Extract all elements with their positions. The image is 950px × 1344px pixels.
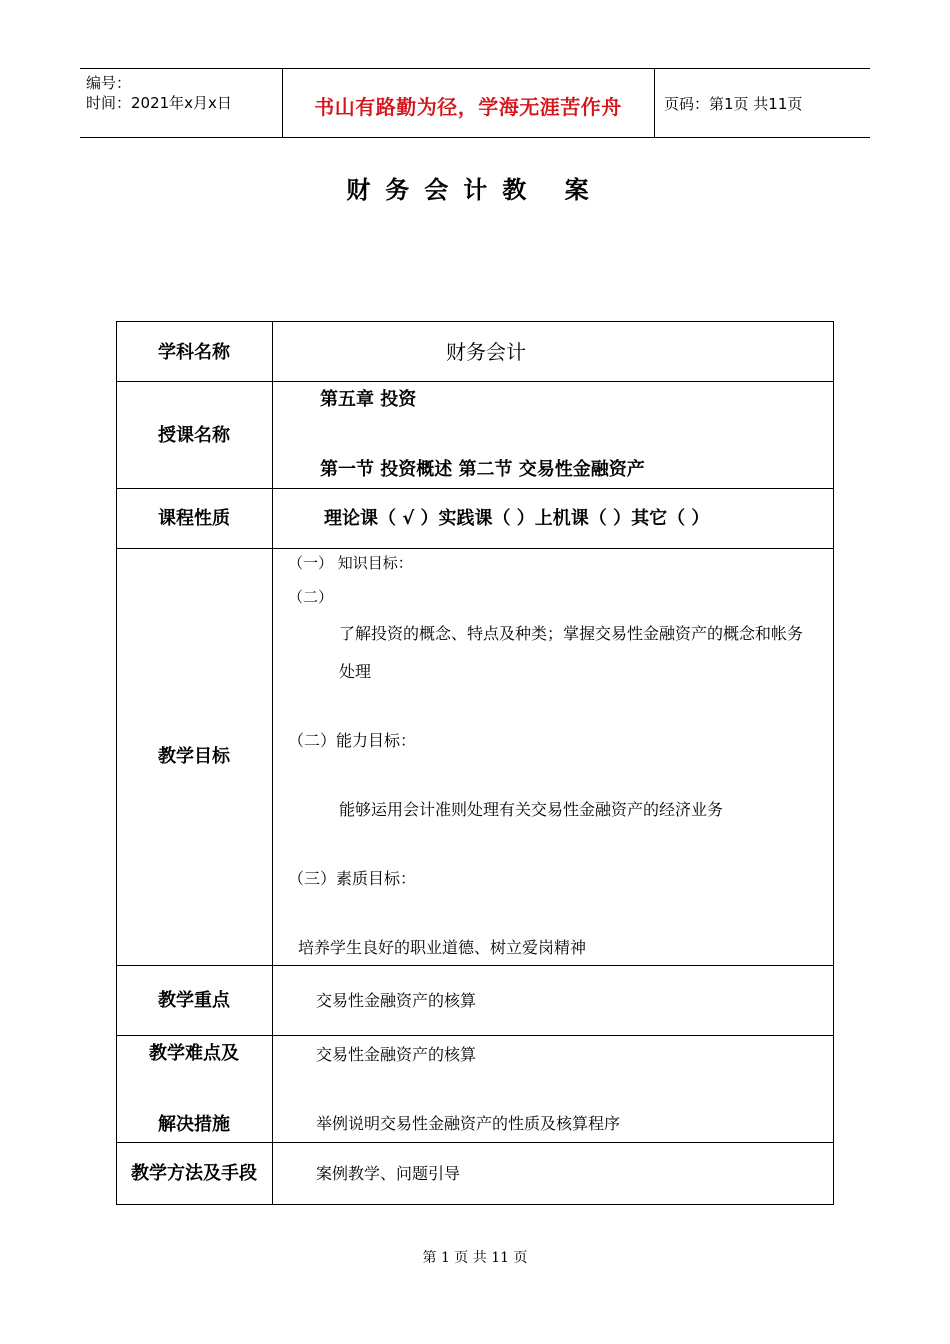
goals-line: 能够运用会计准则处理有关交易性金融资产的经济业务 xyxy=(339,800,724,819)
lesson-plan-table xyxy=(116,321,834,1205)
difficulty-label: 教学难点及 xyxy=(149,1043,239,1064)
row-divider xyxy=(116,965,834,966)
header-divider-right xyxy=(654,69,655,137)
goals-line: （三）素质目标： xyxy=(288,869,417,888)
row-divider xyxy=(116,488,834,489)
time-line: 时间：2021年x月x日 xyxy=(86,94,232,112)
table-border-right xyxy=(833,321,834,1205)
row-divider xyxy=(116,1142,834,1143)
header-page-info: 页码：第1页 共11页 xyxy=(664,95,803,113)
nature-value: 理论课（ √ ）实践课（ ）上机课（ ）其它（ ） xyxy=(324,508,710,529)
method-value: 案例教学、问题引导 xyxy=(316,1164,461,1183)
table-border-top xyxy=(116,321,834,322)
subject-value: 财务会计 xyxy=(446,340,526,364)
difficulty-label-2: 解决措施 xyxy=(158,1114,230,1135)
goals-line: 了解投资的概念、特点及种类；掌握交易性金融资产的概念和帐务 xyxy=(339,624,804,643)
row-divider xyxy=(116,548,834,549)
header-motto: 书山有路勤为径，学海无涯苦作舟 xyxy=(314,95,622,119)
document-title: 财务会计教 案 xyxy=(346,175,604,204)
table-border-bottom xyxy=(116,1204,834,1205)
course-label: 授课名称 xyxy=(158,425,230,446)
goals-line: （二） xyxy=(288,588,334,606)
document-header xyxy=(80,68,870,138)
difficulty-value: 交易性金融资产的核算 xyxy=(316,1045,477,1064)
course-chapter: 第五章 投资 xyxy=(320,389,417,410)
method-label: 教学方法及手段 xyxy=(131,1163,257,1184)
row-divider xyxy=(116,1035,834,1036)
goals-line: 培养学生良好的职业道德、树立爱岗精神 xyxy=(298,938,587,957)
course-sections: 第一节 投资概述 第二节 交易性金融资产 xyxy=(320,459,645,480)
focus-label: 教学重点 xyxy=(158,990,230,1011)
column-divider xyxy=(272,321,273,1205)
subject-label: 学科名称 xyxy=(158,342,230,363)
page-footer: 第 1 页 共 11 页 xyxy=(422,1250,528,1266)
goals-line: （一） 知识目标： xyxy=(288,554,413,572)
goals-line: （二）能力目标： xyxy=(288,731,417,750)
row-divider xyxy=(116,381,834,382)
solution-value: 举例说明交易性金融资产的性质及核算程序 xyxy=(316,1114,621,1133)
goals-line: 处理 xyxy=(339,662,372,681)
number-label: 编号： xyxy=(86,74,132,92)
header-meta xyxy=(86,73,232,113)
focus-value: 交易性金融资产的核算 xyxy=(316,991,477,1010)
goals-label: 教学目标 xyxy=(158,746,230,767)
nature-label: 课程性质 xyxy=(158,508,230,529)
